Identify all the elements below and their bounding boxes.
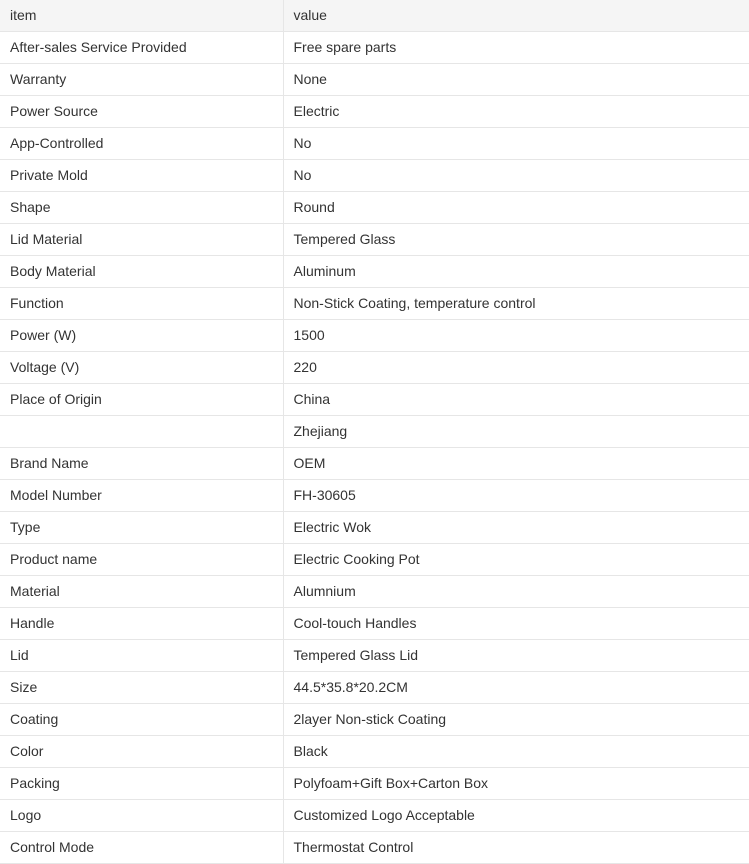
row-value: Thermostat Control xyxy=(283,832,749,864)
table-row xyxy=(0,352,749,384)
table-row xyxy=(0,128,749,160)
table-row xyxy=(0,64,749,96)
row-item: Voltage (V) xyxy=(0,352,283,384)
table-row xyxy=(0,32,749,64)
row-item: Logo xyxy=(0,800,283,832)
row-item: Handle xyxy=(0,608,283,640)
table-row xyxy=(0,96,749,128)
row-value: Alumnium xyxy=(283,576,749,608)
row-item: Brand Name xyxy=(0,448,283,480)
row-value: Tempered Glass Lid xyxy=(283,640,749,672)
row-item: Power Source xyxy=(0,96,283,128)
row-value: Black xyxy=(283,736,749,768)
table-row xyxy=(0,256,749,288)
row-item: Lid xyxy=(0,640,283,672)
row-value: No xyxy=(283,160,749,192)
row-value: OEM xyxy=(283,448,749,480)
header-item: item xyxy=(0,0,283,32)
row-item: Coating xyxy=(0,704,283,736)
row-item: Place of Origin xyxy=(0,384,283,416)
row-item: Product name xyxy=(0,544,283,576)
row-value: China xyxy=(283,384,749,416)
row-value: 2layer Non-stick Coating xyxy=(283,704,749,736)
table-row xyxy=(0,288,749,320)
row-value: Zhejiang xyxy=(283,416,749,448)
row-item: Body Material xyxy=(0,256,283,288)
row-value: Tempered Glass xyxy=(283,224,749,256)
row-item: Warranty xyxy=(0,64,283,96)
table-row xyxy=(0,224,749,256)
table-row xyxy=(0,640,749,672)
row-value: FH-30605 xyxy=(283,480,749,512)
row-value: No xyxy=(283,128,749,160)
row-item: Lid Material xyxy=(0,224,283,256)
row-item: Function xyxy=(0,288,283,320)
row-item xyxy=(0,416,283,448)
row-item: App-Controlled xyxy=(0,128,283,160)
table-header-row xyxy=(0,0,749,32)
row-value: Round xyxy=(283,192,749,224)
row-item: Packing xyxy=(0,768,283,800)
table-row xyxy=(0,736,749,768)
row-item: Material xyxy=(0,576,283,608)
table-row xyxy=(0,800,749,832)
row-value: None xyxy=(283,64,749,96)
row-item: Size xyxy=(0,672,283,704)
table-row xyxy=(0,320,749,352)
row-value: 44.5*35.8*20.2CM xyxy=(283,672,749,704)
row-item: Control Mode xyxy=(0,832,283,864)
row-value: Electric xyxy=(283,96,749,128)
row-item: After-sales Service Provided xyxy=(0,32,283,64)
table-row xyxy=(0,512,749,544)
row-value: Non-Stick Coating, temperature control xyxy=(283,288,749,320)
row-value: Customized Logo Acceptable xyxy=(283,800,749,832)
row-value: Aluminum xyxy=(283,256,749,288)
table-row xyxy=(0,672,749,704)
table-row xyxy=(0,544,749,576)
row-item: Shape xyxy=(0,192,283,224)
table-row xyxy=(0,192,749,224)
table-row xyxy=(0,448,749,480)
row-item: Private Mold xyxy=(0,160,283,192)
table-row xyxy=(0,768,749,800)
row-value: Electric Wok xyxy=(283,512,749,544)
table-row xyxy=(0,576,749,608)
row-item: Model Number xyxy=(0,480,283,512)
table-row xyxy=(0,832,749,864)
table-row xyxy=(0,480,749,512)
row-value: Free spare parts xyxy=(283,32,749,64)
table-row xyxy=(0,384,749,416)
row-value: Polyfoam+Gift Box+Carton Box xyxy=(283,768,749,800)
row-value: Electric Cooking Pot xyxy=(283,544,749,576)
row-value: 1500 xyxy=(283,320,749,352)
header-value: value xyxy=(283,0,749,32)
row-item: Type xyxy=(0,512,283,544)
table-row xyxy=(0,608,749,640)
row-value: 220 xyxy=(283,352,749,384)
row-item: Color xyxy=(0,736,283,768)
table-row xyxy=(0,160,749,192)
row-item: Power (W) xyxy=(0,320,283,352)
table-row xyxy=(0,704,749,736)
table-row xyxy=(0,416,749,448)
row-value: Cool-touch Handles xyxy=(283,608,749,640)
